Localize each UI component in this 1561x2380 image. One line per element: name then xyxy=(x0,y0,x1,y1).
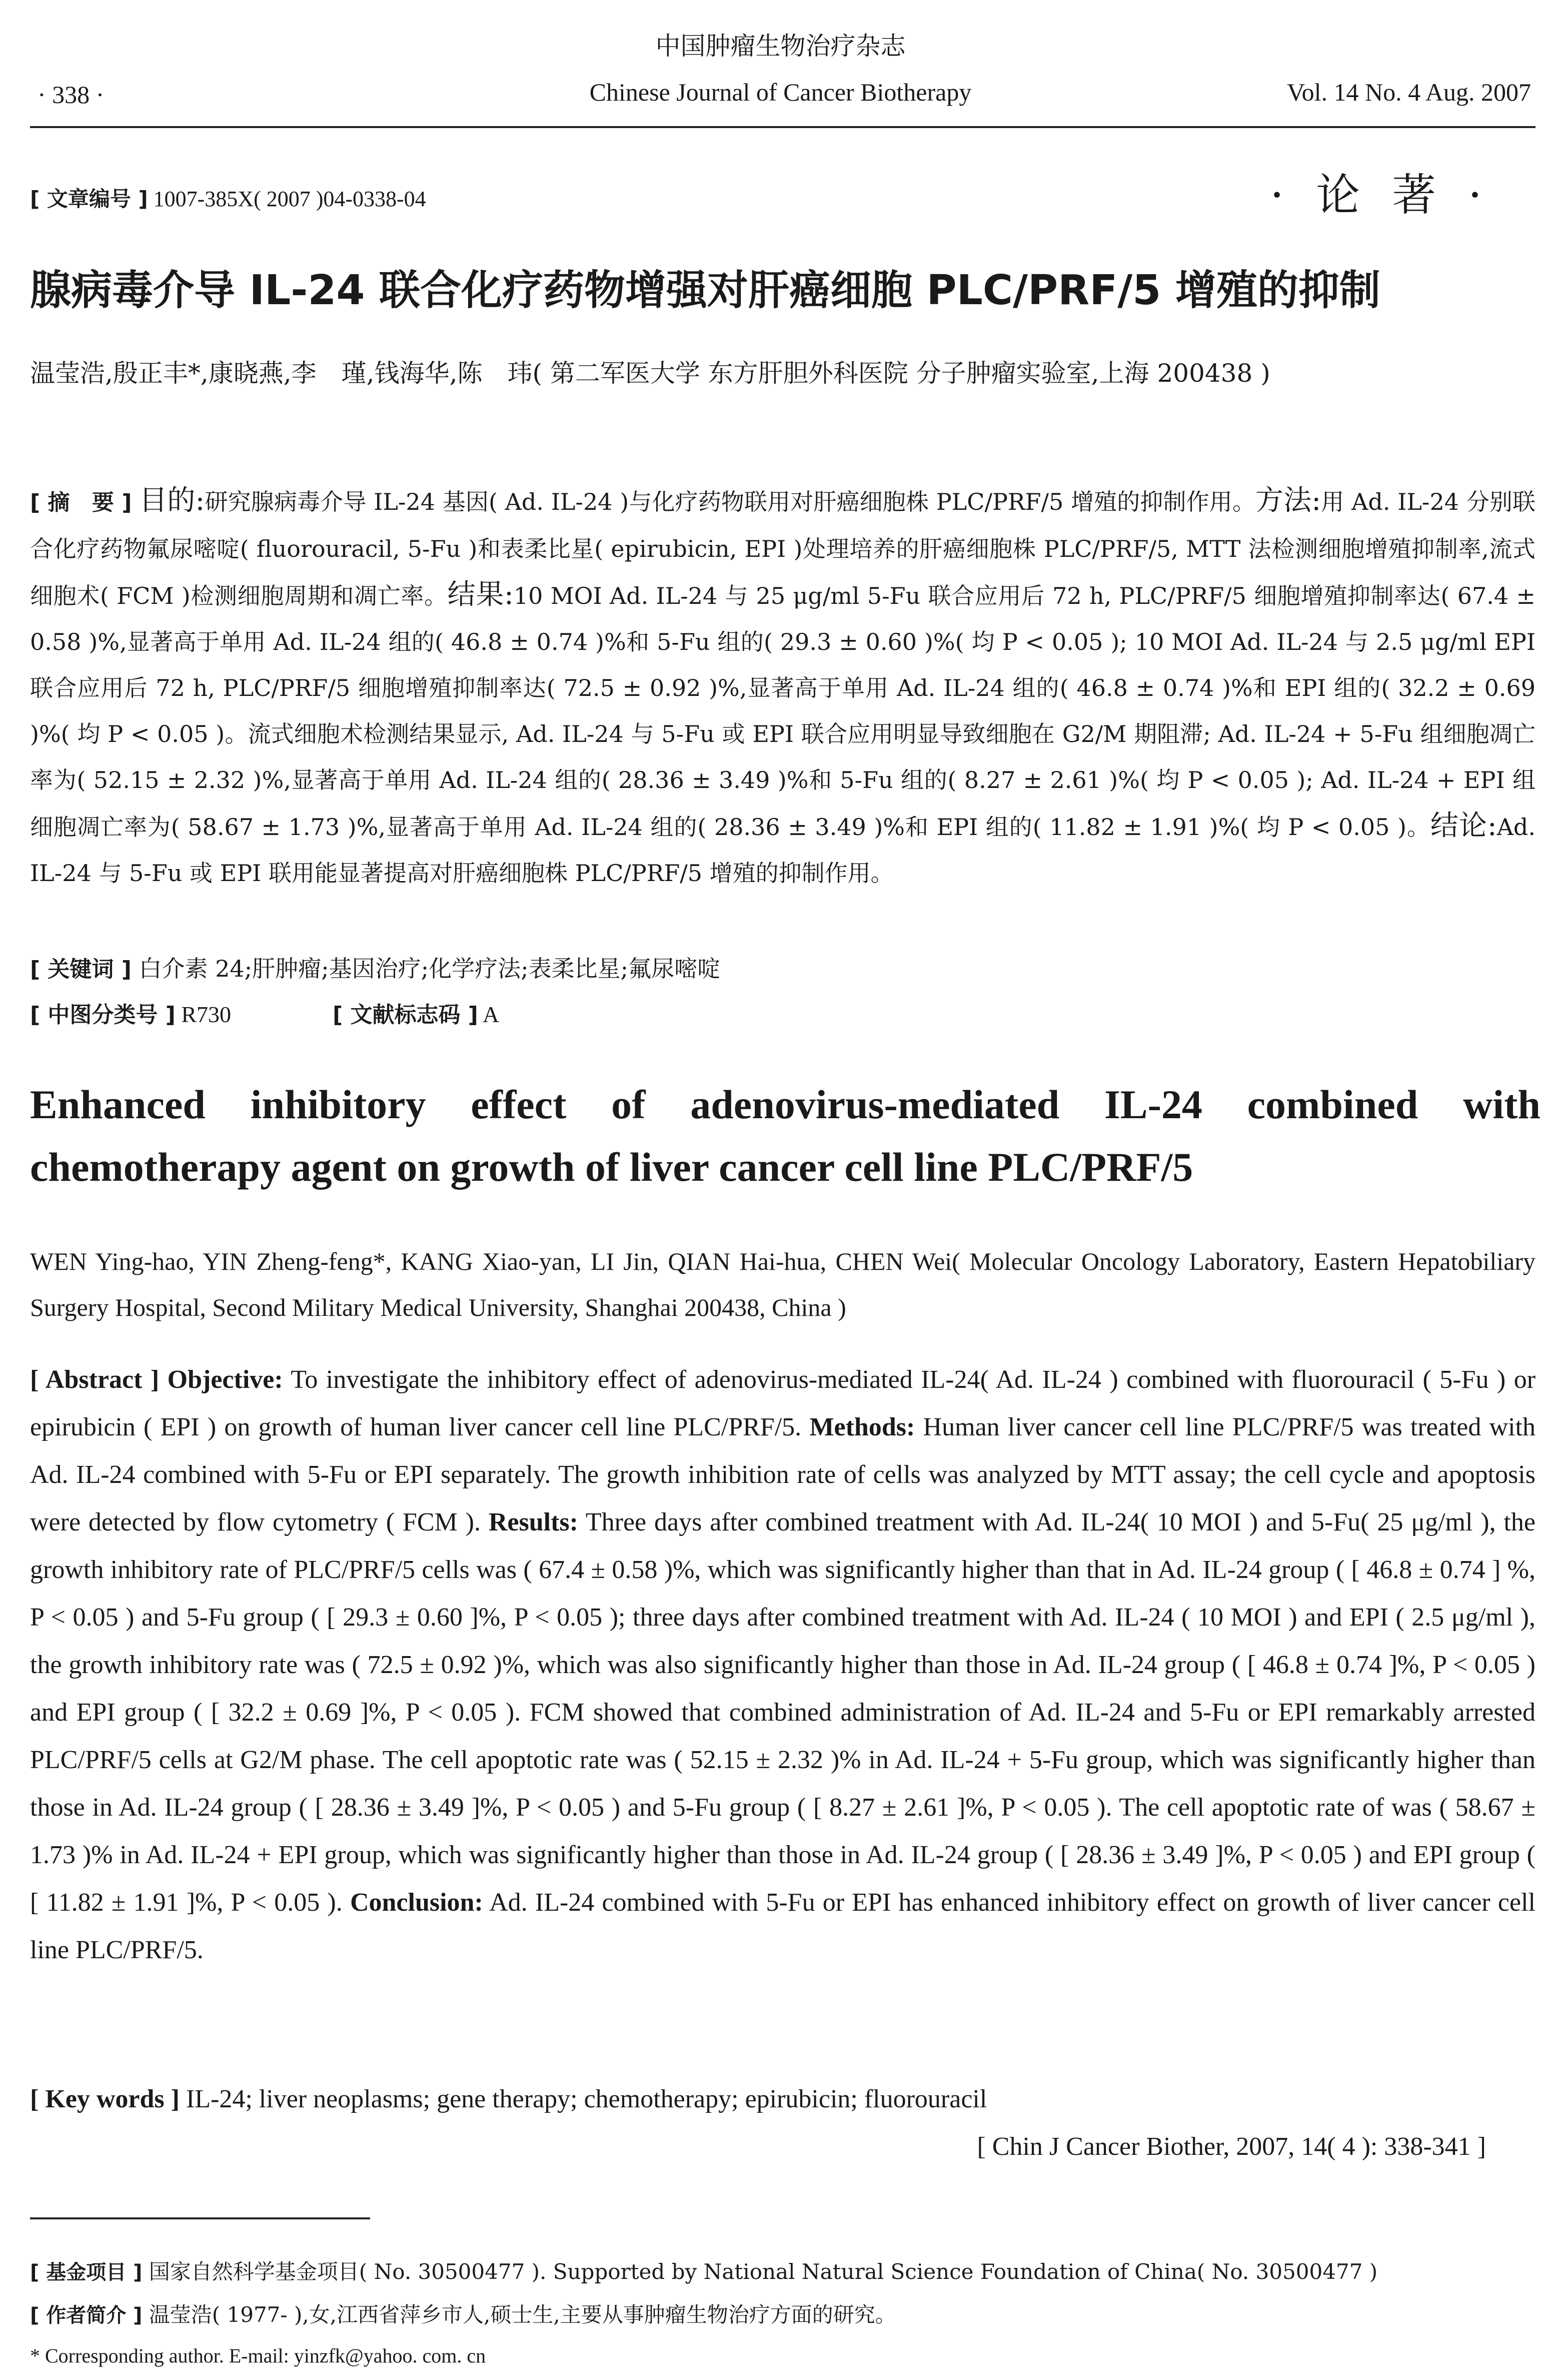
methods-en-label: Methods: xyxy=(809,1413,915,1441)
abstract-cn-label: [ 摘 要 ] xyxy=(30,490,132,515)
authors-cn: 温莹浩,殷正丰*,康晓燕,李 瑾,钱海华,陈 玮( 第二军医大学 东方肝胆外科医院 分子肿瘤实验室,上海 200438 ) xyxy=(30,359,1270,388)
abstract-cn xyxy=(30,478,1535,896)
conclusion-cn: Ad. IL-24 与 5-Fu 或 EPI 联用能显著提高对肝癌细胞株 PLC/PRF/5 增殖的抑制作用。 xyxy=(30,814,1535,887)
title-en: Enhanced inhibitory effect of adenovirus-mediated IL-24 combined with chemotherapy agent on growth of liver cancer cell line PLC/PRF/5 xyxy=(30,1082,1540,1190)
authors-en: WEN Ying-hao, YIN Zheng-feng*, KANG Xiao-yan, LI Jin, QIAN Hai-hua, CHEN Wei( Molecular Oncology Laboratory, Eastern Hepatobiliary Surgery Hospital, Second Military Medical University, Shanghai 200438, China ) xyxy=(30,1247,1535,1321)
fund-text: 国家自然科学基金项目( No. 30500477 ). Supported by National Natural Science Foundation of China( No. 30500477 ) xyxy=(149,2259,1378,2284)
citation: [ Chin J Cancer Biother, 2007, 14( 4 ): 338-341 ] xyxy=(977,2132,1486,2161)
footnote-corresponding: * Corresponding author. E-mail: yinzfk@yahoo. com. cn xyxy=(30,2344,486,2367)
doc-code-value: A xyxy=(482,1002,500,1027)
fund-label: [ 基金项目 ] xyxy=(30,2261,143,2284)
objective-cn: 研究腺病毒介导 IL-24 基因( Ad. IL-24 )与化疗药物联用对肝癌细胞株 PLC/PRF/5 增殖的抑制作用。 xyxy=(205,488,1256,515)
objective-cn-label: 目的: xyxy=(139,484,205,517)
article-number-label: [ 文章编号 ] xyxy=(30,187,148,211)
journal-title-cn: 中国肿瘤生物治疗杂志 xyxy=(655,32,906,61)
keywords-en xyxy=(30,2075,1535,2123)
keywords-en-label: [ Key words ] xyxy=(30,2085,180,2113)
objective-en-label: Objective: xyxy=(167,1365,283,1394)
keywords-cn-value: 白介素 24;肝肿瘤;基因治疗;化学疗法;表柔比星;氟尿嘧啶 xyxy=(139,955,721,982)
section-tag: · 论 著 · xyxy=(1270,169,1491,221)
conclusion-en: Ad. IL-24 combined with 5-Fu or EPI has enhanced inhibitory effect on growth of liver cancer cell line PLC/PRF/5. xyxy=(30,1888,1535,1964)
footnote-author xyxy=(30,2298,1535,2328)
footnote-rule xyxy=(30,2217,370,2219)
objective-en: To investigate the inhibitory effect of adenovirus-mediated IL-24( Ad. IL-24 ) combined with fluorouracil ( 5-Fu ) or epirubicin ( EPI ) on growth of human liver cancer cell line PLC/PRF/5. xyxy=(30,1365,1536,1441)
abstract-en xyxy=(30,1356,1535,1974)
conclusion-cn-label: 结论: xyxy=(1430,810,1497,842)
results-en: Three days after combined treatment with Ad. IL-24( 10 MOI ) and 5-Fu( 25 μg/ml ), the growth inhibitory rate of PLC/PRF/5 cells was ( 67.4 ± 0.58 )%, which was significantly higher than that in Ad. IL-24 group ( [ 46.8 ± 0.74 ] %, P < 0.05 ) and 5-Fu group ( [ 29.3 ± 0.60 ]%, P < 0.05 ); three days after combined treatment with Ad. IL-24 ( 10 MOI ) and EPI ( 2.5 μg/ml ), the growth inhibitory rate was ( 72.5 ± 0.92 )%, which was also significantly higher than those in Ad. IL-24 group ( [ 46.8 ± 0.74 ]%, P < 0.05 ) and EPI group ( [ 32.2 ± 0.69 ]%, P < 0.05 ). FCM showed that combined administration of Ad. IL-24 and 5-Fu or EPI remarkably arrested PLC/PRF/5 cells at G2/M phase. The cell apoptotic rate was ( 52.15 ± 2.32 )% in Ad. IL-24 + 5-Fu group, which was significantly higher than those in Ad. IL-24 group ( [ 28.36 ± 3.49 ]%, P < 0.05 ) and 5-Fu group ( [ 8.27 ± 2.61 ]%, P < 0.05 ). The cell apoptotic rate of was ( 58.67 ± 1.73 )% in Ad. IL-24 + EPI group, which was significantly higher than those in Ad. IL-24 group ( [ 28.36 ± 3.49 ]%, P < 0.05 ) and EPI group ( [ 11.82 ± 1.91 ]%, P < 0.05 ). xyxy=(30,1508,1536,1917)
keywords-cn-label: [ 关键词 ] xyxy=(30,957,132,982)
volume-info: Vol. 14 No. 4 Aug. 2007 xyxy=(1286,78,1531,106)
article-number xyxy=(30,183,426,213)
title-cn: 腺病毒介导 IL-24 联合化疗药物增强对肝癌细胞 PLC/PRF/5 增殖的抑制 xyxy=(30,267,1380,314)
article-number-value: 1007-385X( 2007 )04-0338-04 xyxy=(153,187,426,211)
clc-label: [ 中图分类号 ] xyxy=(30,1002,176,1028)
header-rule xyxy=(30,126,1535,128)
results-cn-label: 结果: xyxy=(447,578,514,611)
keywords-en-value: IL-24; liver neoplasms; gene therapy; chemotherapy; epirubicin; fluorouracil xyxy=(186,2085,987,2113)
methods-en: Human liver cancer cell line PLC/PRF/5 was treated with Ad. IL-24 combined with 5-Fu or EPI separately. The growth inhibition rate of cells was analyzed by MTT assay; the cell cycle and apoptosis were detected by flow cytometry ( FCM ). xyxy=(30,1413,1536,1536)
results-en-label: Results: xyxy=(488,1508,578,1536)
page-number: · 338 · xyxy=(38,81,105,109)
abstract-en-label: [ Abstract ] xyxy=(30,1365,160,1394)
journal-title-en: Chinese Journal of Cancer Biotherapy xyxy=(589,78,972,106)
author-bio-label: [ 作者简介 ] xyxy=(30,2304,143,2327)
results-cn: 10 MOI Ad. IL-24 与 25 μg/ml 5-Fu 联合应用后 72 h, PLC/PRF/5 细胞增殖抑制率达( 67.4 ± 0.58 )%,显著高于单用 Ad. IL-24 组的( 46.8 ± 0.74 )%和 5-Fu 组的( 29.3 ± 0.60 )%( 均 P < 0.05 ); 10 MOI Ad. IL-24 与 2.5 μg/ml EPI 联合应用后 72 h, PLC/PRF/5 细胞增殖抑制率达( 72.5 ± 0.92 )%,显著高于单用 Ad. IL-24 组的( 46.8 ± 0.74 )%和 EPI 组的( 32.2 ± 0.69 )%( 均 P < 0.05 )。流式细胞术检测结果显示, Ad. IL-24 与 5-Fu 或 EPI 联合应用明显导致细胞在 G2/M 期阻滞; Ad. IL-24 + 5-Fu 组细胞凋亡率为( 52.15 ± 2.32 )%,显著高于单用 Ad. IL-24 组的( 28.36 ± 3.49 )%和 5-Fu 组的( 8.27 ± 2.61 )%( 均 P < 0.05 ); Ad. IL-24 + EPI 组细胞凋亡率为( 58.67 ± 1.73 )%,显著高于单用 Ad. IL-24 组的( 28.36 ± 3.49 )%和 EPI 组的( 11.82 ± 1.91 )%( 均 P < 0.05 )。 xyxy=(30,582,1535,841)
clc-value: R730 xyxy=(181,1002,232,1027)
methods-cn: 用 Ad. IL-24 分别联合化疗药物氟尿嘧啶( fluorouracil, 5-Fu )和表柔比星( epirubicin, EPI )处理培养的肝癌细胞株 PLC/PRF/5, MTT 法检测细胞增殖抑制率,流式细胞术( FCM )检测细胞周期和凋亡率。 xyxy=(30,488,1535,609)
classification xyxy=(30,992,499,1038)
methods-cn-label: 方法: xyxy=(1255,484,1321,517)
conclusion-en-label: Conclusion: xyxy=(350,1888,483,1917)
keywords-cn xyxy=(30,946,1535,993)
footnote-fund xyxy=(30,2255,1535,2285)
doc-code-label: [ 文献标志码 ] xyxy=(333,1002,478,1028)
author-bio-text: 温莹浩( 1977- ),女,江西省萍乡市人,硕士生,主要从事肿瘤生物治疗方面的研究。 xyxy=(149,2302,896,2327)
